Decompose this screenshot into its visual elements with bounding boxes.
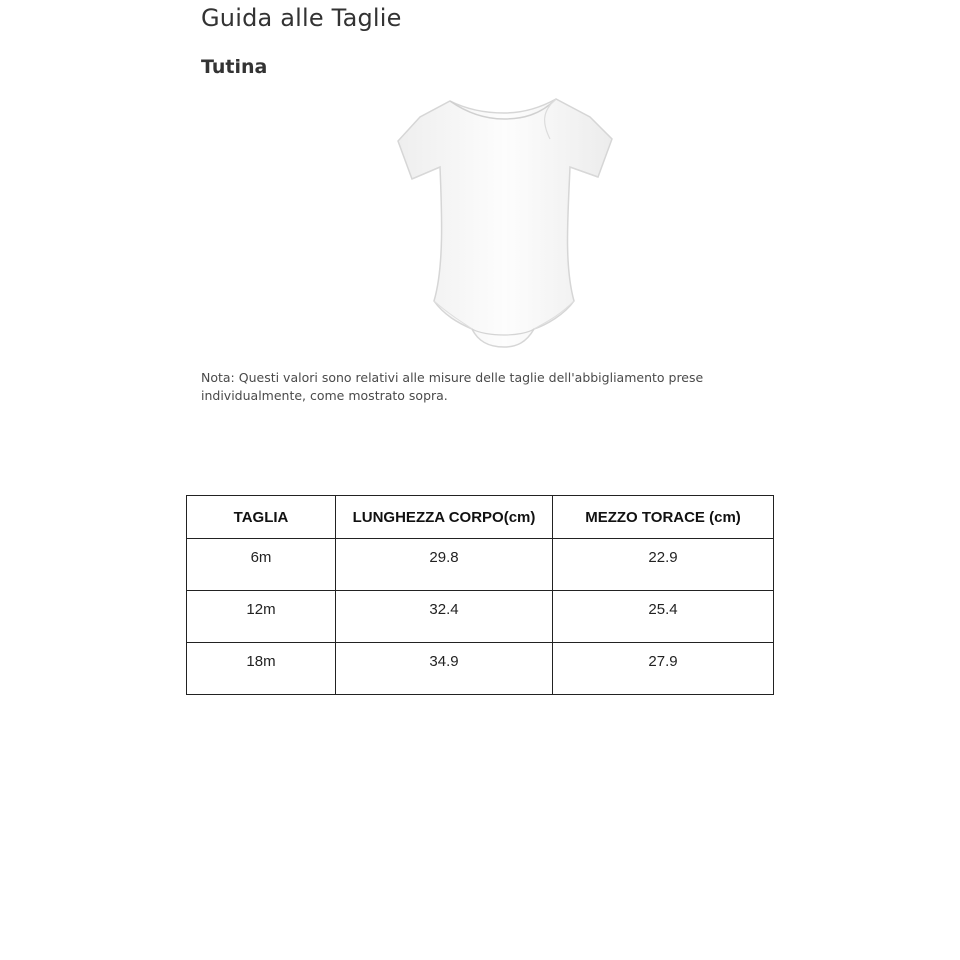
table-cell-body-length: 29.8 [336,539,553,591]
table-cell-size: 12m [187,591,336,643]
column-header-half-chest: MEZZO TORACE (cm) [553,496,774,539]
size-note: Nota: Questi valori sono relativi alle misure delle taglie dell'abbigliamento prese individualmente, come mostrato sopra. [201,370,704,403]
size-table [186,495,774,695]
table-row [187,643,774,695]
page-title: Guida alle Taglie [201,4,402,32]
table-cell-body-length: 34.9 [336,643,553,695]
table-cell-size: 6m [187,539,336,591]
table-cell-half-chest: 27.9 [553,643,774,695]
table-row [187,591,774,643]
table-cell-size: 18m [187,643,336,695]
column-header-size: TAGLIA [187,496,336,539]
column-header-body-length: LUNGHEZZA CORPO(cm) [336,496,553,539]
section-title: Tutina [201,56,268,78]
table-header-row [187,496,774,539]
baby-bodysuit-image [392,95,620,357]
table-row [187,539,774,591]
table-cell-half-chest: 22.9 [553,539,774,591]
table-cell-body-length: 32.4 [336,591,553,643]
table-cell-half-chest: 25.4 [553,591,774,643]
